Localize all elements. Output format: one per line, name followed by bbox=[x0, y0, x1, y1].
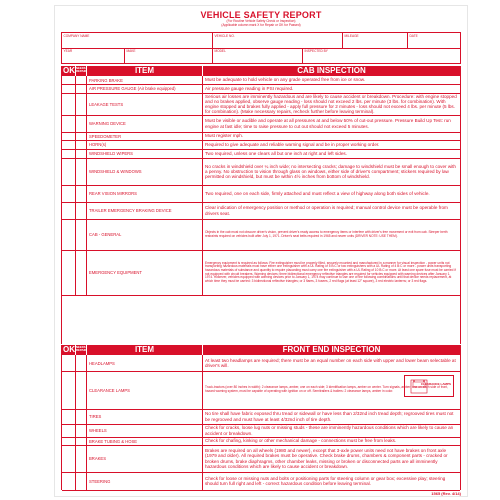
item-label: REAR VISION MIRRORS bbox=[89, 191, 137, 196]
item-label: HORN(s) bbox=[89, 142, 107, 147]
field-row-1 bbox=[62, 33, 460, 49]
field-row-2 bbox=[62, 48, 460, 63]
inspection-text-content: Check for chafing, kinking or other mechanical damage - connections must be free from leaks. bbox=[205, 438, 397, 444]
inspection-text-content: Must register mph. bbox=[205, 133, 244, 139]
table-row bbox=[62, 93, 460, 116]
inspection-text bbox=[205, 76, 457, 84]
item-label: WINDSHIELD & WINDOWS bbox=[89, 169, 142, 174]
inspection-text bbox=[205, 132, 457, 140]
form-number: 1565 (Rev. 4/14) bbox=[431, 491, 461, 496]
inspection-text bbox=[205, 472, 457, 490]
make-field[interactable]: MAKE bbox=[124, 48, 212, 63]
inspection-text bbox=[205, 149, 457, 158]
cab-inspection-header: OK NEEDS REPAIR ITEM CAB INSPECTION bbox=[62, 66, 460, 76]
item-label: CAB - GENERAL bbox=[89, 232, 122, 237]
vehicle-no-field[interactable]: VEHICLE NO. bbox=[212, 33, 342, 48]
table-row bbox=[62, 355, 460, 372]
truck-outline-icon bbox=[405, 376, 453, 396]
item-label: WHEELS bbox=[89, 428, 107, 433]
table-row bbox=[62, 424, 460, 438]
inspection-text-content: No tire shall have fabric exposed thru tread or sidewall or have less than 2/32nd inch tread depth; regrooved tires must not be regrooved and must have at least 4/32nd inch of tire depth. bbox=[205, 411, 454, 422]
item-label: TIRES bbox=[89, 414, 102, 419]
inspection-text-content: Truck-tractors (over 80 inches in width): 2 clearance lamps, amber, one on each side; 3 identification lamps, amber on center. Turn signals, amber, one on each side of front, hazard warning system, must be capable of operating with ignition on or off. Semitrailers & trailers: 2 clearance lamps, amber in color. bbox=[205, 385, 448, 393]
item-label: CLEARANCE LAMPS bbox=[89, 387, 130, 393]
item-label: TRAILER EMERGENCY BRAKING DEVICE bbox=[89, 208, 172, 213]
table-row bbox=[62, 185, 460, 203]
inspection-text bbox=[205, 424, 457, 437]
table-row bbox=[62, 371, 460, 410]
header-fields bbox=[61, 32, 461, 64]
inspection-text bbox=[205, 115, 457, 132]
table-row bbox=[62, 250, 460, 296]
inspection-text bbox=[205, 202, 457, 219]
item-label: STEERING bbox=[89, 478, 111, 484]
inspection-text bbox=[205, 185, 457, 202]
inspection-text bbox=[205, 355, 457, 371]
inspection-text-content: Objects in the cab must not obscure driver's vision, prevent driver's ready access to emergency items or interfere with driver's free movement or exit from cab. Sleeper berth restraints required on vehicles built after July 1, 1971. Driver's seat belts required in 1965 and newer units (DRIVER NOTE: USE THEM). bbox=[205, 229, 448, 238]
inspection-text bbox=[205, 437, 457, 445]
cab-inspection-section bbox=[61, 66, 461, 344]
inspection-text bbox=[205, 250, 457, 295]
inspection-text-content: Must be adequate to hold vehicle on any grade operated free from ice or snow. bbox=[205, 77, 366, 83]
table-row bbox=[62, 409, 460, 425]
inspection-text bbox=[205, 409, 457, 424]
item-label: SPEEDOMETER bbox=[89, 133, 122, 139]
model-field[interactable]: MODEL bbox=[212, 48, 302, 63]
table-row bbox=[62, 445, 460, 473]
inspection-text-content: Emergency equipment is required as follows: Fire extinguisher must be properly filled, securely mounted and manufactured in a manner for visual inspection - power units not transporting hazardous materials must have either one extinguisher with a UL Rating of 5 B:C or two extinguishers with a UL Rating of 4 B:C or more - power units transporting hazardous materials of substance and quantity to require placarding must carry one fire extinguisher with a UL Rating of 10 B:C or more. At least one spare fuse must be carried if not equipped with circuit breakers. Warning devices: three bidirectional emergency reflective triangles are required for vehicles equipped with warning devices after January 1, 1974. However, vehicles equipped with warning devices prior to January 1, 1974 may continue to use one of the following combinations until that device needs replacement, at which time they must be carried: 3 bidirectional reflective triangles; or 3 flares, 3 fusees, 2 red flags (at least 12" square), 3 red electric lanterns; or 3 red flags. bbox=[205, 260, 456, 283]
inspection-text-content: Check for loose or missing nuts and bolts or positioning parts for steering column or gear box; excessive play; steering should turn full right and left - correct hazardous condition before leaving terminal. bbox=[205, 475, 446, 486]
item-label: PARKING BRAKE bbox=[89, 77, 123, 83]
item-label: BRAKE TUBING & HOSE bbox=[89, 438, 138, 444]
inspection-text-content: Serious air losses are imminently hazardous and are likely to cause accident or breakdown. Procedure: with engine stopped and no brakes applied, observe gauge reading - loss should not exceed 2 lbs. per minute (3 lbs. for combination). With engine stopped and brakes fully applied - apply full pressure for 2 minutes - loss should not exceed 4 lbs. per minute (5 lbs. for combination). (Make necessary repairs, recheck further before leaving terminal). bbox=[205, 93, 457, 115]
inspection-text bbox=[205, 84, 457, 93]
inspection-text bbox=[205, 219, 457, 250]
inspection-text-content: No cracks in windshield over ¼ inch wide; no intersecting cracks; damage to windshield must be small enough to cover with a penny. No obstruction to vision through glass on windows, either side of driver's compartment; stickers required by law permitted on windshield, but must be within 4½ inches from bottom of windshield. bbox=[205, 163, 456, 180]
item-label: LEAKAGE TESTS bbox=[89, 101, 124, 107]
mileage-field[interactable]: MILEAGE bbox=[342, 33, 407, 48]
clearance-lamps-diagram bbox=[404, 375, 454, 397]
inspection-text-content: Must be visible or audible and operate at all pressures at and below 50% of cut-out pressure. Pressure Build Up Test: run engine at fast idle; time to raise pressure to cut out should not exceed 5 minutes. bbox=[205, 118, 451, 129]
front-end-inspection-header: OK NEEDS REPAIR ITEM FRONT END INSPECTION bbox=[62, 345, 460, 355]
year-field[interactable]: YEAR bbox=[63, 49, 73, 53]
item-label: BRAKES bbox=[89, 456, 106, 461]
table-row bbox=[62, 219, 460, 251]
item-label: HEADLAMPS bbox=[89, 360, 115, 366]
inspection-text-content: Two required, one on each side, firmly attached and must reflect a view of highway along both sides of vehicle. bbox=[205, 190, 430, 196]
inspection-text bbox=[205, 140, 457, 149]
table-row bbox=[62, 158, 460, 186]
inspection-text bbox=[205, 158, 457, 185]
item-label: EMERGENCY EQUIPMENT bbox=[89, 270, 142, 275]
safety-report-form bbox=[55, 6, 467, 496]
item-label: WARNING DEVICE bbox=[89, 121, 126, 126]
table-row bbox=[62, 202, 460, 220]
inspection-text-content: At least two headlamps are required; there must be an equal number on each side with upper and lower beam selectable at driver's will. bbox=[205, 357, 456, 368]
inspection-text-content: Clear indication of emergency position or method or operation is required; manual control device must be operable from drivers seat. bbox=[205, 205, 448, 216]
item-label: AIR PRESSURE GAUGE (Air brake equipped) bbox=[89, 86, 176, 91]
table-row bbox=[62, 115, 460, 133]
diagram-label: CLEARANCE LAMPS bbox=[420, 382, 451, 386]
front-end-inspection-section bbox=[61, 345, 461, 490]
company-name-field[interactable]: COMPANY NAME bbox=[63, 34, 90, 38]
form-subtitle: (For Routine Vehicle Safety Check or Inspection) (Applicable column mark X for Repair or OK for Passed) bbox=[221, 19, 301, 27]
table-row bbox=[62, 472, 460, 491]
form-title: VEHICLE SAFETY REPORT bbox=[200, 10, 322, 20]
inspection-text-content: Two required, unless one clears all but one inch at right and left sides. bbox=[205, 150, 347, 156]
inspection-text-content: Required to give adequate and reliable warning signal and be in proper working order. bbox=[205, 141, 380, 147]
date-field[interactable]: DATE bbox=[407, 33, 460, 48]
item-label: WINDSHIELD WIPERS bbox=[89, 151, 133, 156]
inspection-text-content: Brakes are required on all wheels (1980 and newer), except that 3-axle power units need not have brakes on front axle (1979 and older). All required brakes must be operative. Check brake drums, chambers & component parts - cracked or broken drums, brake diaphragms, other chamber leaks, missing or broken or disconnected parts are all imminently hazardous conditions which are likely to cause accident or breakdown. bbox=[205, 448, 448, 469]
inspected-by-field[interactable]: INSPECTED BY bbox=[302, 48, 460, 63]
inspection-text-content: Air pressure gauge reading in PSI required. bbox=[205, 85, 294, 91]
inspection-text-content: Check for cracks, loose lug nuts or missing studs - these are imminently hazardous conditions which are likely to cause an accident or breakdown. bbox=[205, 425, 454, 436]
inspection-text bbox=[205, 93, 457, 115]
inspection-text bbox=[205, 445, 457, 472]
